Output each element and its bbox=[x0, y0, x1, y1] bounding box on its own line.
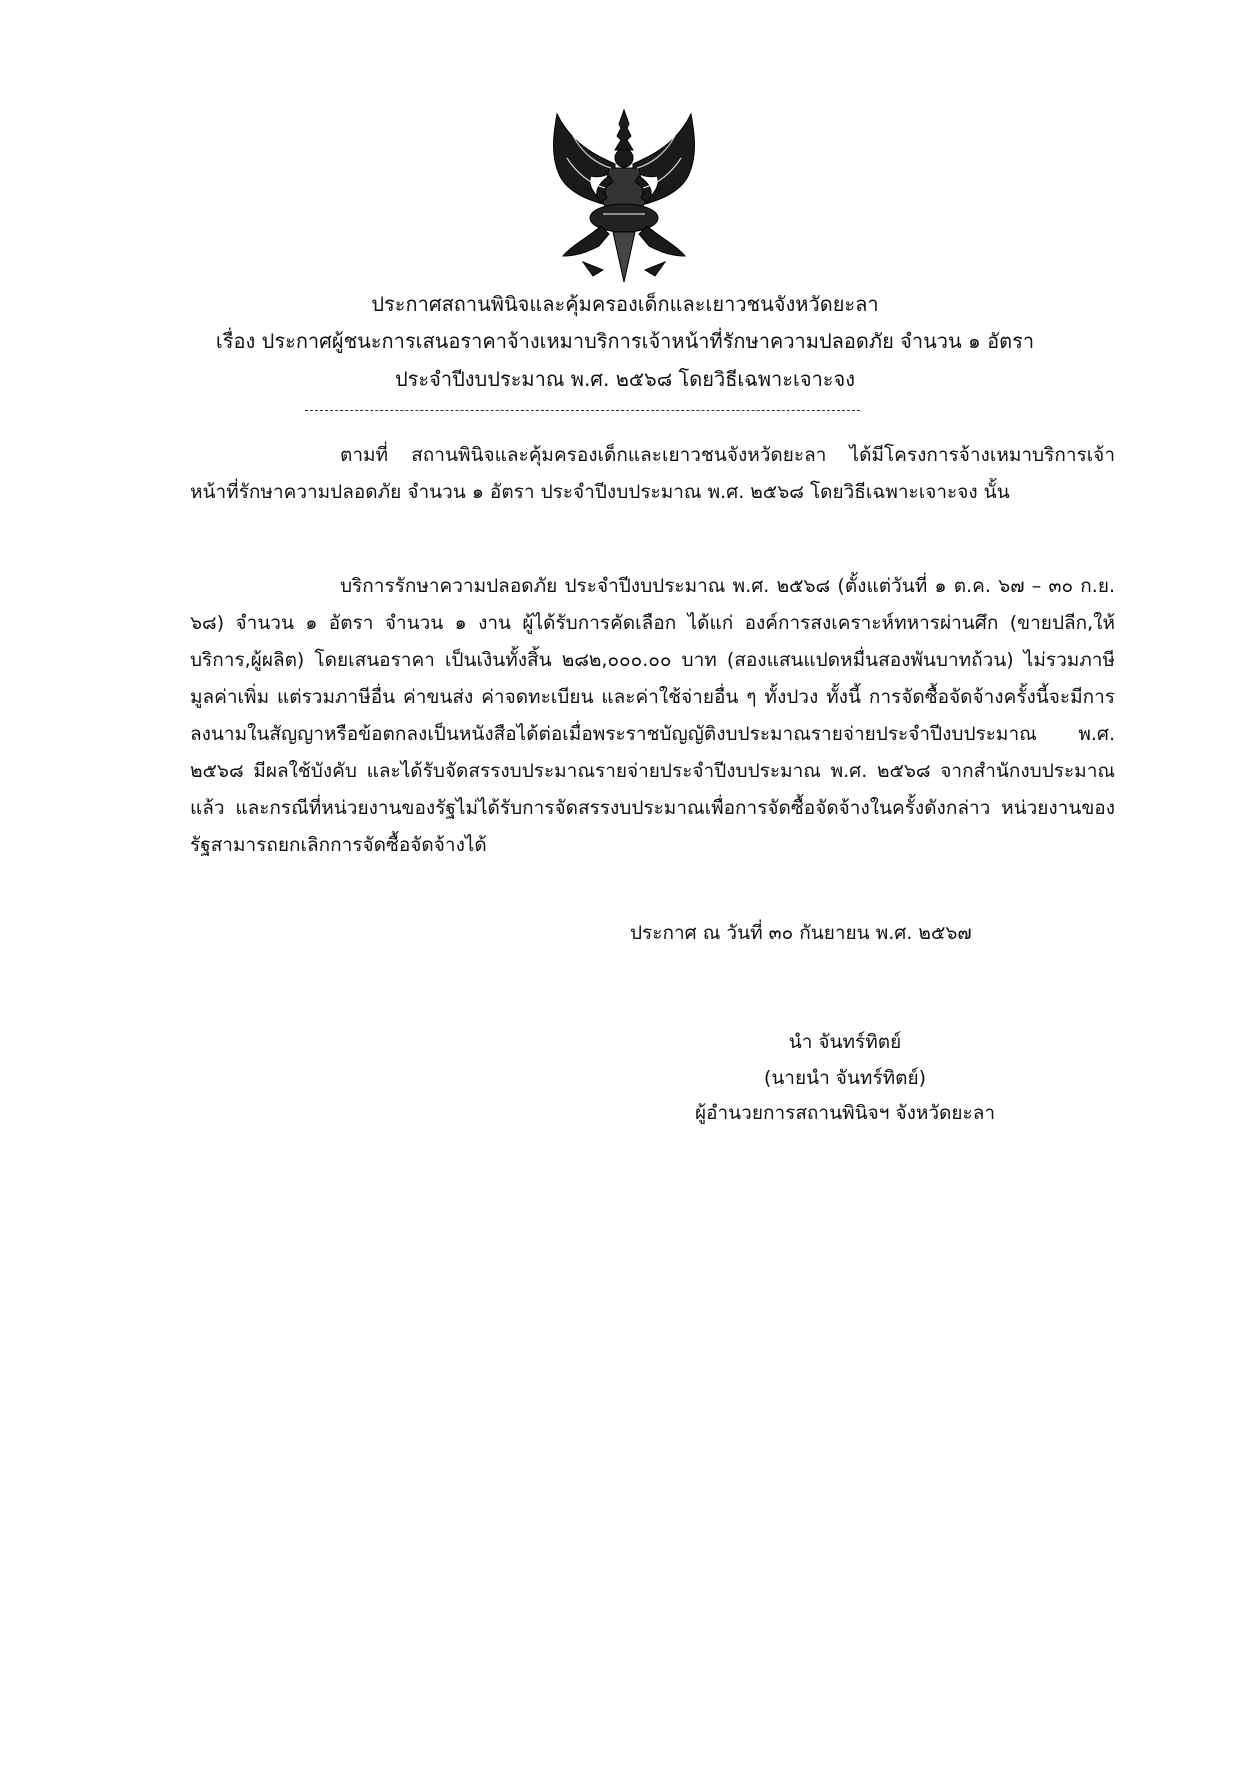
header-line-3: ประจำปีงบประมาณ พ.ศ. ๒๕๖๘ โดยวิธีเฉพาะเจาะจง bbox=[394, 367, 856, 391]
signer-full-name: (นายนำ จันทร์ทิตย์) bbox=[763, 1067, 927, 1089]
signature-name: นำ จันทร์ทิตย์ bbox=[788, 1031, 902, 1053]
body-paragraph-1: ตามที่ สถานพินิจและคุ้มครองเด็กและเยาวชนจังหวัดยะลา ได้มีโครงการจ้างเหมาบริการเจ้าหน้าที่รักษาความปลอดภัย จำนวน ๑ อัตรา ประจำปีงบประมาณ พ.ศ. ๒๕๖๘ โดยวิธีเฉพาะเจาะจง นั้น bbox=[190, 444, 1115, 503]
garuda-emblem-icon bbox=[543, 106, 705, 284]
header-line-1: ประกาศสถานพินิจและคุ้มครองเด็กและเยาวชนจังหวัดยะลา bbox=[371, 292, 879, 316]
header-line-2: เรื่อง ประกาศผู้ชนะการเสนอราคาจ้างเหมาบริการเจ้าหน้าที่รักษาความปลอดภัย จำนวน ๑ อัตรา bbox=[215, 329, 1035, 353]
separator-line bbox=[305, 410, 860, 411]
body-paragraph-2: บริการรักษาความปลอดภัย ประจำปีงบประมาณ พ.ศ. ๒๕๖๘ (ตั้งแต่วันที่ ๑ ต.ค. ๖๗ – ๓๐ ก.ย. ๖๘) จำนวน ๑ อัตรา จำนวน ๑ งาน ผู้ได้รับการคัดเลือก ได้แก่ องค์การสงเคราะห์ทหารผ่านศึก (ขายปลีก,ให้บริการ,ผู้ผลิต) โดยเสนอราคา เป็นเงินทั้งสิ้น ๒๘๒,๐๐๐.๐๐ บาท (สองแสนแปดหมื่นสองพันบาทถ้วน) ไม่รวมภาษีมูลค่าเพิ่ม แต่รวมภาษีอื่น ค่าขนส่ง ค่าจดทะเบียน และค่าใช้จ่ายอื่น ๆ ทั้งปวง ทั้งนี้ การจัดซื้อจัดจ้างครั้งนี้จะมีการลงนามในสัญญาหรือข้อตกลงเป็นหนังสือได้ต่อเมื่อพระราชบัญญัติงบประมาณรายจ่ายประจำปีงบประมาณ พ.ศ. ๒๕๖๘ มีผลใช้บังคับ และได้รับจัดสรรงบประมาณรายจ่ายประจำปีงบประมาณ พ.ศ. ๒๕๖๘ จากสำนักงบประมาณแล้ว และกรณีที่หน่วยงานของรัฐไม่ได้รับการจัดสรรงบประมาณเพื่อการจัดซื้อจัดจ้างในครั้งดังกล่าว หน่วยงานของรัฐสามารถยกเลิกการจัดซื้อจัดจ้างได้ bbox=[190, 575, 1115, 856]
signer-position: ผู้อำนวยการสถานพินิจฯ จังหวัดยะลา bbox=[694, 1102, 996, 1124]
announcement-date: ประกาศ ณ วันที่ ๓๐ กันยายน พ.ศ. ๒๕๖๗ bbox=[630, 922, 972, 944]
